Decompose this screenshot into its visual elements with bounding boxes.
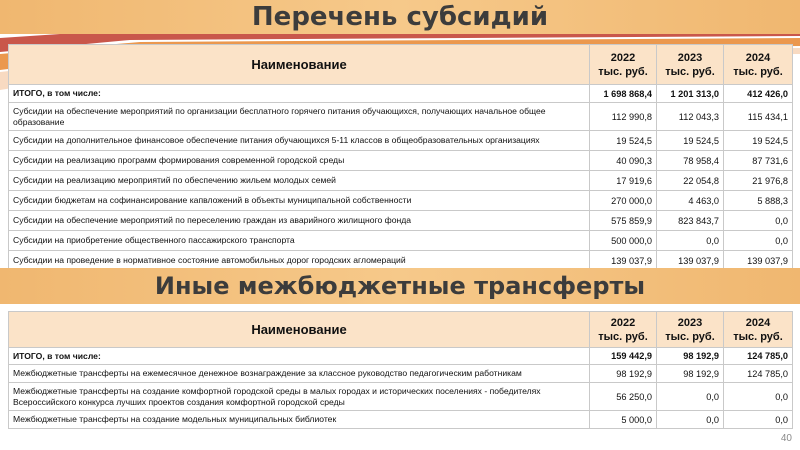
table-row-total: ИТОГО, в том числе: 159 442,9 98 192,9 124 785,0 xyxy=(9,348,793,365)
table-row-total: ИТОГО, в том числе: 1 698 868,4 1 201 313,0 412 426,0 xyxy=(9,85,793,103)
table-row: Межбюджетные трансферты на создание комфортной городской среды в малых городах и исторических поселениях - победителях Всероссийского конкурса лучших проектов создания комфортной городской среды 56 250,0 0,0 0,0 xyxy=(9,383,793,411)
transfers-title: Иные межбюджетные трансферты xyxy=(154,272,646,300)
subsidies-title: Перечень субсидий xyxy=(251,2,549,32)
table-row: Субсидии на обеспечение мероприятий по переселению граждан из аварийного жилищного фонда 575 859,9 823 843,7 0,0 xyxy=(9,211,793,231)
table-row: Субсидии на приобретение общественного пассажирского транспорта 500 000,0 0,0 0,0 xyxy=(9,231,793,251)
subsidies-header-row xyxy=(9,45,793,85)
table-row: Субсидии на обеспечение мероприятий по организации бесплатного горячего питания обучающихся, получающих начальное общее образование 112 990,8 112 043,3 115 434,1 xyxy=(9,103,793,131)
table-row: Субсидии бюджетам на софинансирование капвложений в объекты муниципальной собственности 270 000,0 4 463,0 5 888,3 xyxy=(9,191,793,211)
subsidies-table xyxy=(8,44,793,271)
page-number: 40 xyxy=(780,433,792,444)
table-row: Межбюджетные трансферты на создание модельных муниципальных библиотек 5 000,0 0,0 0,0 xyxy=(9,411,793,429)
header-2024: 2024 тыс. руб. xyxy=(724,312,793,348)
header-2023: 2023 тыс. руб. xyxy=(657,45,724,85)
transfers-title-bar xyxy=(0,268,800,304)
header-name: Наименование xyxy=(9,45,590,85)
table-row: Субсидии на проведение в нормативное состояние автомобильных дорог городских агломераций 139 037,9 139 037,9 139 037,9 xyxy=(9,251,793,271)
subsidies-title-bar xyxy=(0,0,800,34)
header-2023: 2023 тыс. руб. xyxy=(657,312,724,348)
table-row: Субсидии на реализацию мероприятий по обеспечению жильем молодых семей 17 919,6 22 054,8 21 976,8 xyxy=(9,171,793,191)
table-row: Субсидии на дополнительное финансовое обеспечение питания обучающихся 5-11 классов в общеобразовательных организациях 19 524,5 19 524,5 19 524,5 xyxy=(9,131,793,151)
transfers-header-row xyxy=(9,312,793,348)
header-name: Наименование xyxy=(9,312,590,348)
header-2022: 2022 тыс. руб. xyxy=(590,45,657,85)
table-row: Субсидии на реализацию программ формирования современной городской среды 40 090,3 78 958,4 87 731,6 xyxy=(9,151,793,171)
transfers-table xyxy=(8,311,793,429)
header-2024: 2024 тыс. руб. xyxy=(724,45,793,85)
header-2022: 2022 тыс. руб. xyxy=(590,312,657,348)
table-row: Межбюджетные трансферты на ежемесячное денежное вознаграждение за классное руководство педагогическим работникам 98 192,9 98 192,9 124 785,0 xyxy=(9,365,793,383)
